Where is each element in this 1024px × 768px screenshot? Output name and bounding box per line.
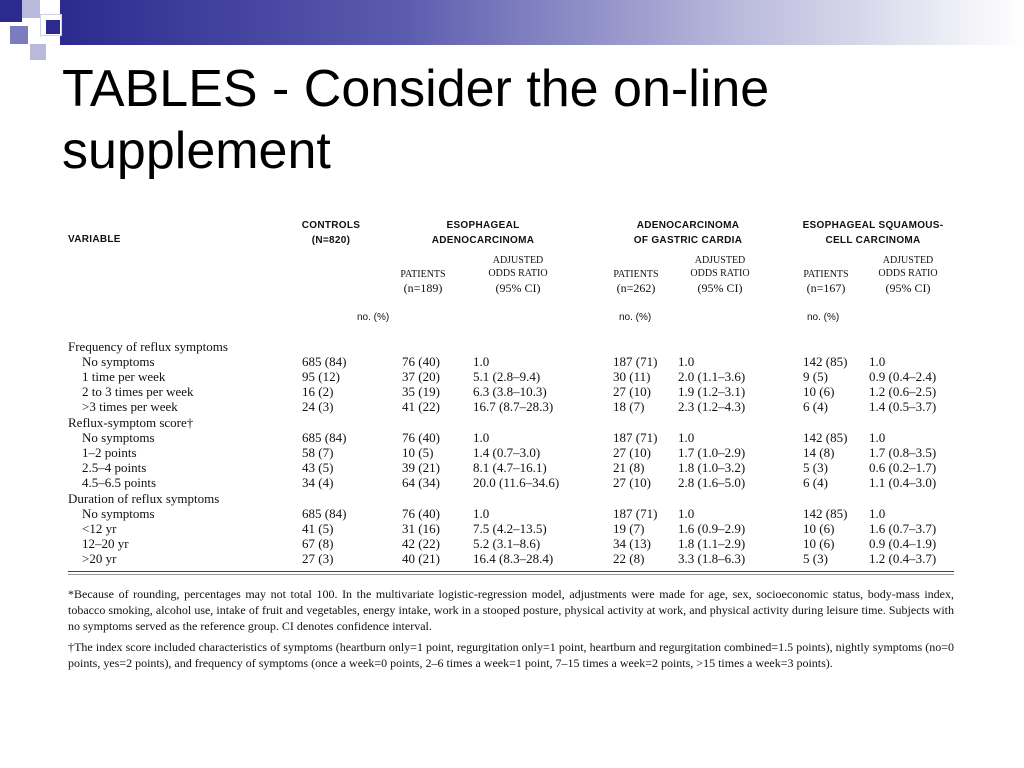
variable-header: VARIABLE	[68, 234, 121, 245]
patients-subheader: PATIENTS	[400, 269, 446, 280]
esophageal-adeno-header: ESOPHAGEAL ADENOCARCINOMA	[431, 220, 535, 246]
results-table	[68, 214, 958, 694]
patients-subheader: PATIENTS	[613, 269, 659, 280]
table-divider	[68, 574, 954, 575]
table-divider	[68, 571, 954, 572]
patients-subheader: PATIENTS	[803, 269, 849, 280]
controls-header: CONTROLS (N=820)	[301, 220, 361, 246]
decor-square	[30, 44, 46, 60]
table-row: >3 times per week 24 (3) 41 (22) 16.7 (8.7–28.3) 18 (7) 2.3 (1.2–4.3) 6 (4) 1.4 (0.5–3.7)	[82, 399, 937, 414]
table-row: 2.5–4 points 43 (5) 39 (21) 8.1 (4.7–16.1) 21 (8) 1.8 (1.0–3.2) 5 (3) 0.6 (0.2–1.7)	[82, 460, 937, 475]
n-subheader: (n=262)	[616, 281, 656, 295]
title-line-2: supplement	[62, 122, 331, 180]
title-line-1: TABLES - Consider the on-line	[62, 60, 770, 118]
ci-subheader: (95% CI)	[885, 281, 931, 295]
unit-label: no. (%)	[807, 312, 840, 323]
cardia-adeno-header: ADENOCARCINOMA OF GASTRIC CARDIA	[633, 220, 743, 246]
unit-label: no. (%)	[619, 312, 652, 323]
adjusted-subheader: ADJUSTED ODDS RATIO	[488, 255, 548, 279]
footnote-1: *Because of rounding, percentages may not total 100. In the multivariate logistic-regression model, adjustments were made for age, sex, socioeconomic status, body-mass index, tobacco smoking, alcohol use, intake of fruit and vegetables, energy intake, work in a stooped posture, physical activity at work, and physical activity during leisure time. Subjects with no symptoms served as the reference group. CI denotes confidence interval.	[68, 587, 954, 633]
table-row: No symptoms 685 (84) 76 (40) 1.0 187 (71) 1.0 142 (85) 1.0	[82, 354, 886, 369]
header-gradient-bar	[60, 0, 1024, 45]
decor-square	[0, 0, 22, 22]
n-subheader: (n=189)	[403, 281, 443, 295]
table-row: 12–20 yr 67 (8) 42 (22) 5.2 (3.1–8.6) 34 (13) 1.8 (1.1–2.9) 10 (6) 0.9 (0.4–1.9)	[82, 536, 937, 551]
section-heading: Reflux-symptom score†	[68, 415, 194, 430]
decor-square	[10, 26, 28, 44]
n-subheader: (n=167)	[806, 281, 846, 295]
table-row: No symptoms 685 (84) 76 (40) 1.0 187 (71) 1.0 142 (85) 1.0	[82, 430, 886, 445]
table-row: >20 yr 27 (3) 40 (21) 16.4 (8.3–28.4) 22 (8) 3.3 (1.8–6.3) 5 (3) 1.2 (0.4–3.7)	[82, 551, 937, 566]
unit-label: no. (%)	[357, 312, 390, 323]
ci-subheader: (95% CI)	[495, 281, 541, 295]
slide-title	[62, 58, 992, 182]
section-heading: Duration of reflux symptoms	[68, 491, 220, 506]
adjusted-subheader: ADJUSTED ODDS RATIO	[690, 255, 750, 279]
adjusted-subheader: ADJUSTED ODDS RATIO	[878, 255, 938, 279]
squamous-header: ESOPHAGEAL SQUAMOUS- CELL CARCINOMA	[802, 220, 944, 246]
table-row: 2 to 3 times per week 16 (2) 35 (19) 6.3 (3.8–10.3) 27 (10) 1.9 (1.2–3.1) 10 (6) 1.2 (0.6–2.5)	[82, 384, 937, 399]
table-row: <12 yr 41 (5) 31 (16) 7.5 (4.2–13.5) 19 (7) 1.6 (0.9–2.9) 10 (6) 1.6 (0.7–3.7)	[82, 521, 937, 536]
section-heading: Frequency of reflux symptoms	[68, 339, 228, 354]
table-row: 1–2 points 58 (7) 10 (5) 1.4 (0.7–3.0) 27 (10) 1.7 (1.0–2.9) 14 (8) 1.7 (0.8–3.5)	[82, 445, 937, 460]
table-row: 1 time per week 95 (12) 37 (20) 5.1 (2.8–9.4) 30 (11) 2.0 (1.1–3.6) 9 (5) 0.9 (0.4–2.4)	[82, 369, 937, 384]
footnote-2: †The index score included characteristics of symptoms (heartburn only=1 point, regurgitation only=1 point, heartburn and regurgitation combined=1.5 points), nightly symptoms (no=0 points, yes=2 points), and frequency of symptoms (once a week=0 points, 2–6 times a week=1 point, 7–15 times a week=2 points, >15 times a week=3 points).	[68, 640, 954, 670]
decor-square	[22, 0, 40, 18]
decor-square	[46, 20, 60, 34]
ci-subheader: (95% CI)	[697, 281, 743, 295]
table-row: No symptoms 685 (84) 76 (40) 1.0 187 (71) 1.0 142 (85) 1.0	[82, 506, 886, 521]
table-row: 4.5–6.5 points 34 (4) 64 (34) 20.0 (11.6–34.6) 27 (10) 2.8 (1.6–5.0) 6 (4) 1.1 (0.4–3.0)	[82, 475, 937, 490]
